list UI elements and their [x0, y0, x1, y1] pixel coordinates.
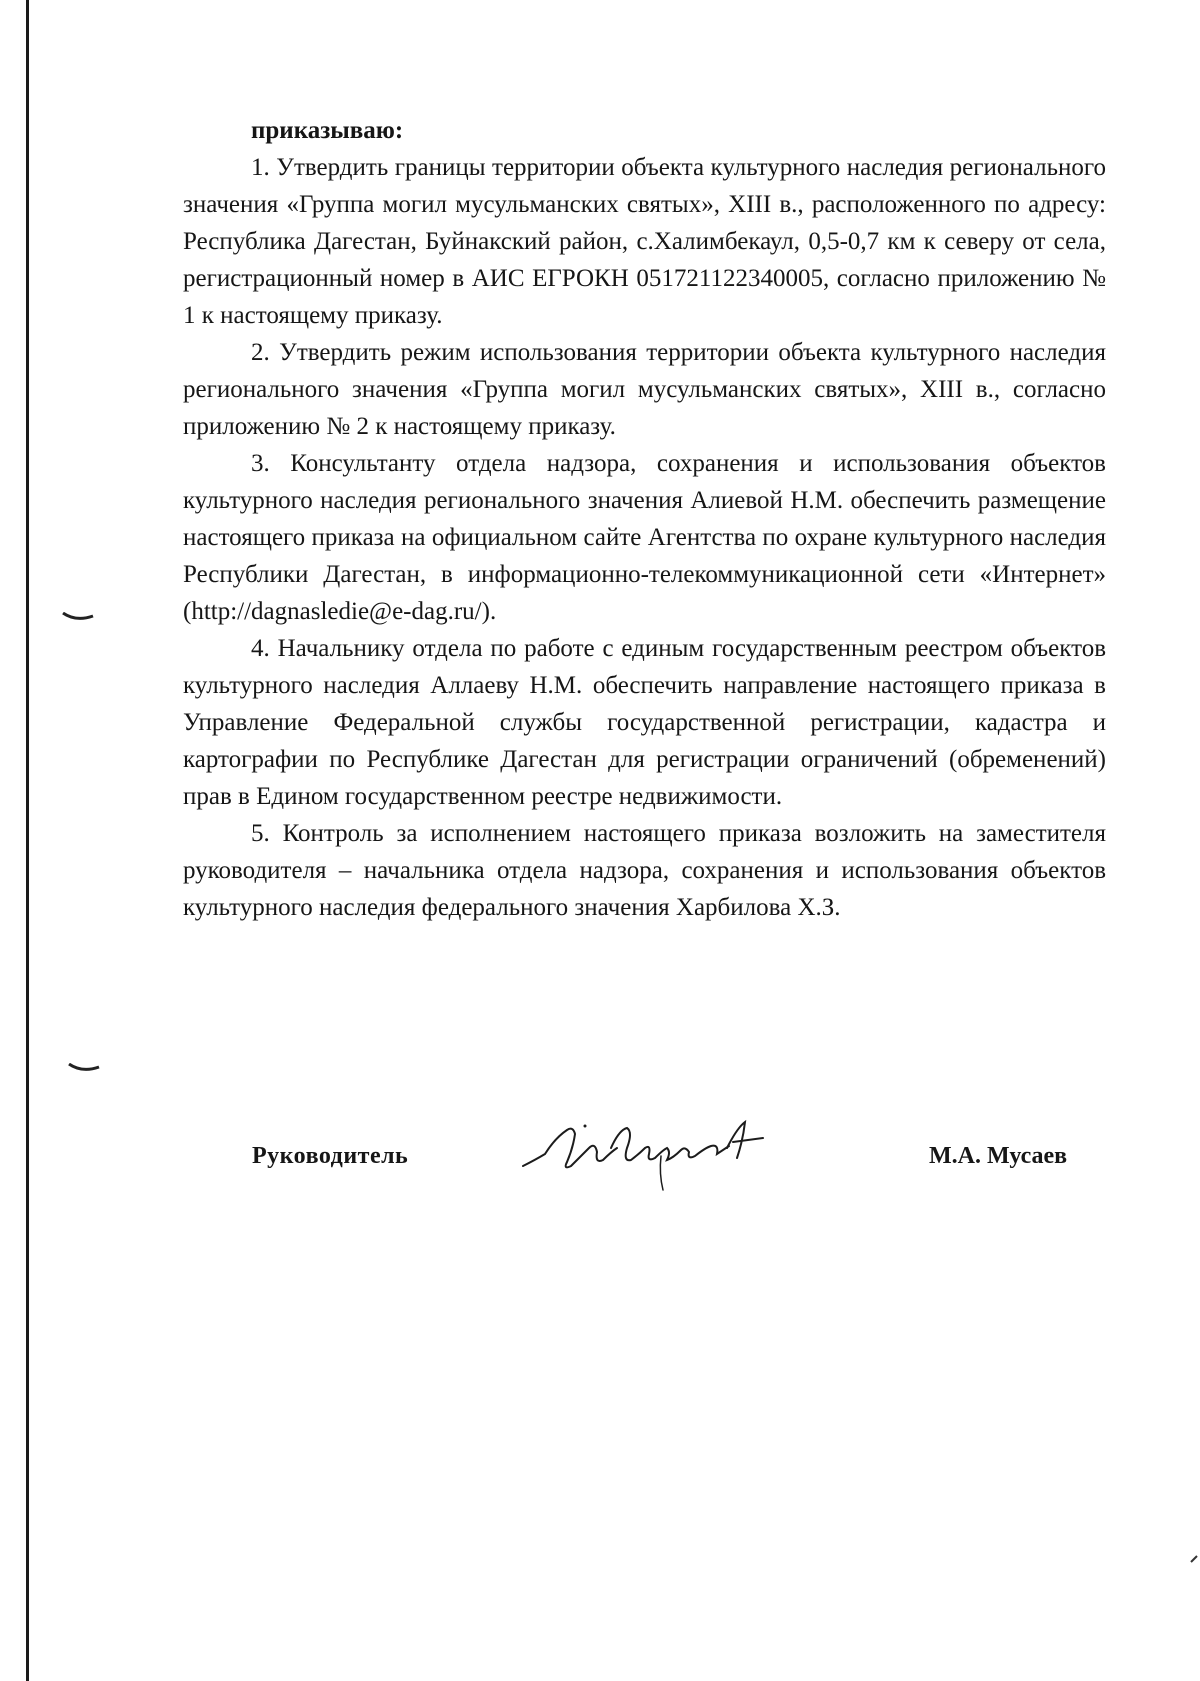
clause-3: 3. Консультанту отдела надзора, сохранения и использования объектов культурного наследия регионального значения Алиевой Н.М. обеспечить размещение настоящего приказа на официальном сайте Агентства по охране культурного наследия Республики Дагестан, в информационно-телекоммуникационной сети «Интернет» (http://dagnasledie@e-dag.ru/). — [183, 450, 1106, 625]
handwritten-signature — [515, 1108, 785, 1208]
signer-name: М.А. Мусаев — [929, 1143, 1068, 1169]
scan-speck — [1190, 1555, 1198, 1563]
clause-1: 1. Утвердить границы территории объекта культурного наследия регионального значения «Группа могил мусульманских святых», XIII в., расположенного по адресу: Республика Дагестан, Буйнакский район, с.Халимбекаул, 0,5-0,7 км к северу от села, регистрационный номер в АИС ЕГРОКН 051721122340005, согласно приложению № 1 к настоящему приказу. — [183, 154, 1106, 329]
scan-margin-mark — [62, 612, 94, 622]
signature-block — [0, 1108, 1200, 1228]
scan-margin-mark — [68, 1063, 100, 1073]
signer-title: Руководитель — [252, 1143, 409, 1169]
clause-5: 5. Контроль за исполнением настоящего приказа возложить на заместителя руководителя – начальника отдела надзора, сохранения и использования объектов культурного наследия федерального значения Харбилова Х.З. — [183, 820, 1106, 921]
clause-4: 4. Начальнику отдела по работе с единым государственным реестром объектов культурного наследия Аллаеву Н.М. обеспечить направление настоящего приказа в Управление Федеральной службы государственной регистрации, кадастра и картографии по Республике Дагестан для регистрации ограничений (обременений) прав в Едином государственном реестре недвижимости. — [183, 635, 1106, 810]
scan-edge-line — [26, 0, 29, 1681]
clause-2: 2. Утвердить режим использования территории объекта культурного наследия регионального значения «Группа могил мусульманских святых», XIII в., согласно приложению № 2 к настоящему приказу. — [183, 339, 1106, 440]
document-body — [183, 112, 1106, 926]
order-heading: приказываю: — [251, 117, 404, 144]
